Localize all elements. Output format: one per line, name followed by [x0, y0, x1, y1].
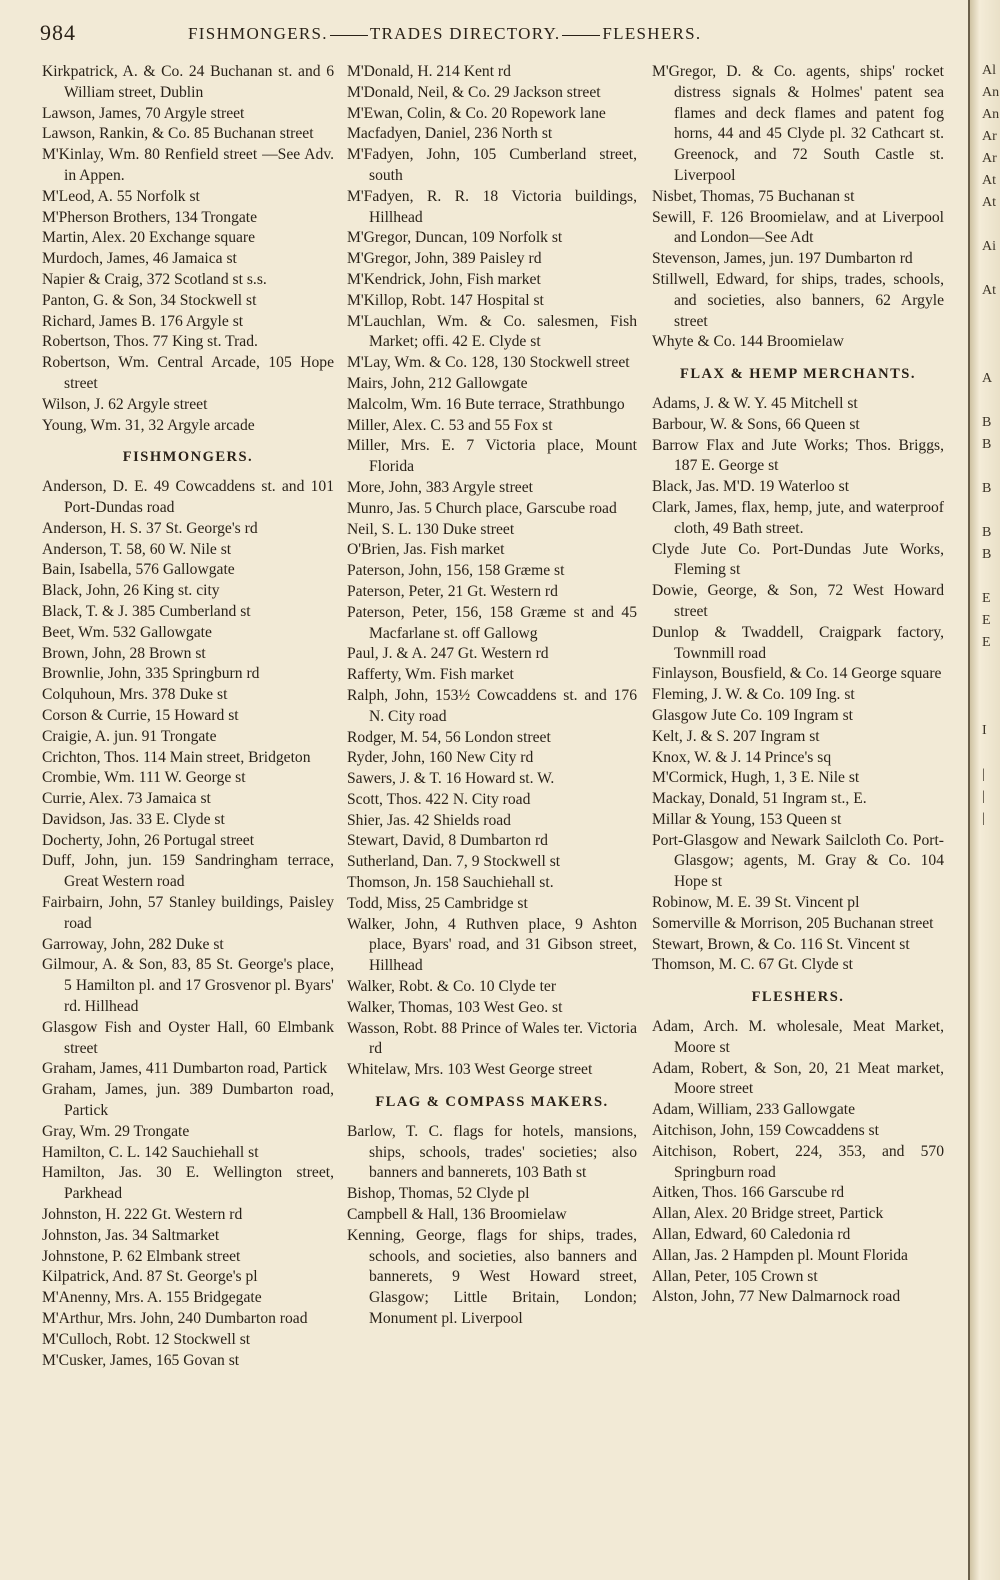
- directory-entry: Scott, Thos. 422 N. City road: [347, 790, 531, 808]
- directory-entry: Paterson, John, 156, 158 Græme st: [347, 562, 565, 580]
- directory-entry: Thomson, Jn. 158 Sauchiehall st.: [347, 874, 554, 892]
- directory-entry: Ralph, John, 153½ Cowcaddens st. and 176 N. City road: [347, 686, 637, 725]
- directory-entry: Kelt, J. & S. 207 Ingram st: [652, 727, 820, 745]
- column-3: [652, 62, 944, 1308]
- directory-entry: Whitelaw, Mrs. 103 West George street: [347, 1061, 593, 1079]
- directory-entry: Crombie, Wm. 111 W. George st: [42, 769, 246, 787]
- directory-entry: Johnston, H. 222 Gt. Western rd: [42, 1206, 243, 1224]
- directory-entry: Stewart, David, 8 Dumbarton rd: [347, 832, 548, 850]
- directory-entry: Panton, G. & Son, 34 Stockwell st: [42, 291, 257, 309]
- directory-entry: Walker, John, 4 Ruthven place, 9 Ashton place, Byars' road, and 31 Gibson street, Hillhead: [347, 915, 637, 975]
- directory-entry: Stewart, Brown, & Co. 116 St. Vincent st: [652, 935, 910, 953]
- directory-entry: Ryder, John, 160 New City rd: [347, 749, 534, 767]
- directory-entry: Johnstone, P. 62 Elmbank street: [42, 1247, 241, 1265]
- directory-entry: Adam, William, 233 Gallowgate: [652, 1101, 856, 1119]
- directory-entry: Anderson, H. S. 37 St. George's rd: [42, 519, 258, 537]
- directory-entry: Brownlie, John, 335 Springburn rd: [42, 665, 260, 683]
- directory-entry: M'Leod, A. 55 Norfolk st: [42, 187, 200, 205]
- directory-entry: Miller, Mrs. E. 7 Victoria place, Mount Florida: [347, 437, 637, 476]
- running-head-left: FISHMONGERS.: [188, 24, 328, 43]
- directory-entry: Gilmour, A. & Son, 83, 85 St. George's place, 5 Hamilton pl. and 17 Grosvenor pl. Byars' rd. Hillhead: [42, 956, 334, 1016]
- directory-entry: M'Gregor, D. & Co. agents, ships' rocket distress signals & Holmes' patent sea flames and deck flames and patent fog horns, 44 and 45 Clyde pl. 32 Cathcart st. Greenock, and 72 South Castle st. Liverpool: [652, 63, 944, 184]
- directory-entry: Bain, Isabella, 576 Gallowgate: [42, 561, 235, 579]
- directory-entry: Lawson, Rankin, & Co. 85 Buchanan street: [42, 125, 314, 143]
- directory-entry: Aitchison, Robert, 224, 353, and 570 Springburn road: [652, 1142, 944, 1181]
- directory-entry: Whyte & Co. 144 Broomielaw: [652, 333, 844, 351]
- directory-entry: Barlow, T. C. flags for hotels, mansions, ships, schools, trades' societies; also banners and bannerets, 103 Bath st: [347, 1122, 637, 1182]
- directory-entry: Allan, Edward, 60 Caledonia rd: [652, 1226, 851, 1244]
- directory-entry: Crichton, Thos. 114 Main street, Bridgeton: [42, 748, 311, 766]
- directory-entry: Aitchison, John, 159 Cowcaddens st: [652, 1122, 879, 1140]
- page-number: 984: [40, 20, 76, 45]
- directory-entry: Somerville & Morrison, 205 Buchanan street: [652, 914, 934, 932]
- directory-entry: Millar & Young, 153 Queen st: [652, 810, 842, 828]
- directory-entry: M'Cusker, James, 165 Govan st: [42, 1351, 240, 1369]
- directory-entry: M'Gregor, John, 389 Paisley rd: [347, 250, 542, 268]
- directory-entry: Finlayson, Bousfield, & Co. 14 George square: [652, 665, 942, 683]
- directory-entry: Corson & Currie, 15 Howard st: [42, 706, 239, 724]
- directory-entry: Craigie, A. jun. 91 Trongate: [42, 727, 217, 745]
- running-head-center: TRADES DIRECTORY.: [369, 24, 561, 43]
- directory-entry: Walker, Robt. & Co. 10 Clyde ter: [347, 978, 557, 996]
- directory-entry: Adam, Arch. M. wholesale, Meat Market, Moore st: [652, 1018, 944, 1056]
- directory-entry: O'Brien, Jas. Fish market: [347, 541, 505, 559]
- directory-entry: Duff, John, jun. 159 Sandringham terrace, Great Western road: [42, 852, 334, 891]
- directory-entry: Rodger, M. 54, 56 London street: [347, 728, 551, 746]
- directory-entry: Kirkpatrick, A. & Co. 24 Buchanan st. and 6 William street, Dublin: [42, 63, 334, 101]
- page-header: [40, 20, 960, 52]
- directory-entry: M'Fadyen, R. R. 18 Victoria buildings, Hillhead: [347, 187, 637, 226]
- directory-entry: Clyde Jute Co. Port-Dundas Jute Works, Fleming st: [652, 540, 944, 579]
- directory-entry: Anderson, T. 58, 60 W. Nile st: [42, 540, 232, 558]
- directory-entry: Docherty, John, 26 Portugal street: [42, 831, 255, 849]
- section-heading: FLESHERS.: [751, 989, 845, 1006]
- directory-entry: Black, John, 26 King st. city: [42, 582, 220, 600]
- directory-entry: Graham, James, 411 Dumbarton road, Partick: [42, 1060, 328, 1078]
- directory-entry: Sawers, J. & T. 16 Howard st. W.: [347, 770, 555, 788]
- header-rule-left: [330, 35, 368, 36]
- header-rule-right: [562, 35, 600, 36]
- directory-entry: Wilson, J. 62 Argyle street: [42, 395, 208, 413]
- directory-entry: Murdoch, James, 46 Jamaica st: [42, 250, 237, 268]
- directory-entry: Sewill, F. 126 Broomielaw, and at Liverpool and London—See Adt: [652, 208, 944, 247]
- directory-entry: M'Lauchlan, Wm. & Co. salesmen, Fish Market; offi. 42 E. Clyde st: [347, 312, 637, 351]
- directory-entry: More, John, 383 Argyle street: [347, 478, 533, 496]
- directory-entry: Munro, Jas. 5 Church place, Garscube road: [347, 499, 617, 517]
- directory-entry: Miller, Alex. C. 53 and 55 Fox st: [347, 416, 553, 434]
- directory-entry: M'Arthur, Mrs. John, 240 Dumbarton road: [42, 1310, 308, 1328]
- directory-entry: Alston, John, 77 New Dalmarnock road: [652, 1288, 901, 1306]
- directory-entry: Shier, Jas. 42 Shields road: [347, 811, 511, 829]
- directory-entry: Brown, John, 28 Brown st: [42, 644, 206, 662]
- section-heading: FLAG & COMPASS MAKERS.: [375, 1094, 609, 1111]
- directory-entry: M'Ewan, Colin, & Co. 20 Ropework lane: [347, 104, 606, 122]
- directory-entry: Mackay, Donald, 51 Ingram st., E.: [652, 790, 867, 808]
- directory-entry: Adam, Robert, & Son, 20, 21 Meat market, Moore street: [652, 1059, 944, 1098]
- directory-entry: Richard, James B. 176 Argyle st: [42, 312, 244, 330]
- directory-entry: M'Anenny, Mrs. A. 155 Bridgegate: [42, 1289, 262, 1307]
- directory-entry: Hamilton, Jas. 30 E. Wellington street, Parkhead: [42, 1164, 334, 1203]
- directory-entry: Kenning, George, flags for ships, trades, schools, and societies, also banners and bannerets, 9 West Howard street, Glasgow; Little Britain, London; Monument pl. Liverpool: [347, 1226, 637, 1328]
- directory-entry: Robertson, Wm. Central Arcade, 105 Hope street: [42, 354, 334, 392]
- directory-entry: Clark, James, flax, hemp, jute, and waterproof cloth, 49 Bath street.: [652, 498, 944, 537]
- directory-entry: Campbell & Hall, 136 Broomielaw: [347, 1206, 567, 1224]
- directory-entry: Martin, Alex. 20 Exchange square: [42, 229, 256, 247]
- directory-entry: Thomson, M. C. 67 Gt. Clyde st: [652, 956, 853, 974]
- directory-entry: Port-Glasgow and Newark Sailcloth Co. Port-Glasgow; agents, M. Gray & Co. 104 Hope st: [652, 831, 944, 891]
- directory-entry: Young, Wm. 31, 32 Argyle arcade: [42, 416, 255, 434]
- directory-entry: M'Gregor, Duncan, 109 Norfolk st: [347, 229, 563, 247]
- directory-entry: Napier & Craig, 372 Scotland st s.s.: [42, 270, 267, 288]
- directory-entry: M'Fadyen, John, 105 Cumberland street, south: [347, 146, 637, 184]
- directory-entry: Kilpatrick, And. 87 St. George's pl: [42, 1268, 258, 1286]
- directory-entry: Dowie, George, & Son, 72 West Howard street: [652, 582, 944, 620]
- directory-entry: Knox, W. & J. 14 Prince's sq: [652, 748, 832, 766]
- directory-entry: M'Cormick, Hugh, 1, 3 E. Nile st: [652, 769, 860, 787]
- directory-entry: Barbour, W. & Sons, 66 Queen st: [652, 415, 860, 433]
- directory-entry: Rafferty, Wm. Fish market: [347, 666, 514, 684]
- directory-entry: Aitken, Thos. 166 Garscube rd: [652, 1184, 844, 1202]
- directory-entry: Black, T. & J. 385 Cumberland st: [42, 602, 251, 620]
- directory-entry: Fairbairn, John, 57 Stanley buildings, Paisley road: [42, 894, 334, 932]
- directory-entry: Stevenson, James, jun. 197 Dumbarton rd: [652, 250, 913, 268]
- directory-entry: Colquhoun, Mrs. 378 Duke st: [42, 686, 228, 704]
- directory-entry: Davidson, Jas. 33 E. Clyde st: [42, 810, 225, 828]
- directory-entry: Walker, Thomas, 103 West Geo. st: [347, 998, 563, 1016]
- directory-entry: Hamilton, C. L. 142 Sauchiehall st: [42, 1143, 259, 1161]
- directory-entry: Adams, J. & W. Y. 45 Mitchell st: [652, 394, 858, 412]
- directory-entry: Robinow, M. E. 39 St. Vincent pl: [652, 894, 860, 912]
- directory-entry: Nisbet, Thomas, 75 Buchanan st: [652, 187, 855, 205]
- running-head: [188, 24, 701, 44]
- directory-entry: Wasson, Robt. 88 Prince of Wales ter. Victoria rd: [347, 1019, 637, 1058]
- directory-entry: Neil, S. L. 130 Duke street: [347, 520, 515, 538]
- directory-entry: Allan, Peter, 105 Crown st: [652, 1267, 818, 1285]
- directory-entry: Allan, Alex. 20 Bridge street, Partick: [652, 1205, 884, 1223]
- directory-entry: Dunlop & Twaddell, Craigpark factory, Townmill road: [652, 623, 944, 662]
- directory-entry: M'Kinlay, Wm. 80 Renfield street —See Adv. in Appen.: [42, 146, 334, 184]
- directory-entry: Glasgow Fish and Oyster Hall, 60 Elmbank street: [42, 1018, 334, 1057]
- directory-entry: M'Donald, H. 214 Kent rd: [347, 63, 511, 80]
- directory-entry: Barrow Flax and Jute Works; Thos. Briggs, 187 E. George st: [652, 436, 944, 475]
- directory-entry: Malcolm, Wm. 16 Bute terrace, Strathbungo: [347, 395, 625, 413]
- directory-entry: Bishop, Thomas, 52 Clyde pl: [347, 1185, 530, 1203]
- directory-entry: Stillwell, Edward, for ships, trades, schools, and societies, also banners, 62 Argyle street: [652, 270, 944, 330]
- directory-entry: Anderson, D. E. 49 Cowcaddens st. and 101 Port-Dundas road: [42, 478, 334, 516]
- directory-entry: Gray, Wm. 29 Trongate: [42, 1122, 190, 1140]
- directory-entry: Beet, Wm. 532 Gallowgate: [42, 623, 212, 641]
- directory-entry: Currie, Alex. 73 Jamaica st: [42, 790, 211, 808]
- directory-entry: Allan, Jas. 2 Hampden pl. Mount Florida: [652, 1246, 908, 1264]
- directory-entry: Sutherland, Dan. 7, 9 Stockwell st: [347, 853, 561, 871]
- directory-entry: M'Donald, Neil, & Co. 29 Jackson street: [347, 83, 601, 101]
- directory-entry: Lawson, James, 70 Argyle street: [42, 104, 245, 122]
- section-heading: FLAX & HEMP MERCHANTS.: [680, 366, 916, 383]
- facing-page-letters: Al An An Ar Ar At At Ai At A B B B B B E E E I | | |: [982, 63, 1000, 826]
- column-1: [42, 62, 334, 1371]
- directory-entry: Todd, Miss, 25 Cambridge st: [347, 894, 528, 912]
- directory-entry: Fleming, J. W. & Co. 109 Ing. st: [652, 686, 855, 704]
- directory-entry: Black, Jas. M'D. 19 Waterloo st: [652, 478, 850, 496]
- directory-entry: Paterson, Peter, 156, 158 Græme st and 45 Macfarlane st. off Gallowg: [347, 603, 637, 642]
- directory-entry: Paul, J. & A. 247 Gt. Western rd: [347, 645, 549, 663]
- directory-entry: M'Kendrick, John, Fish market: [347, 270, 541, 288]
- directory-entry: Johnston, Jas. 34 Saltmarket: [42, 1226, 220, 1244]
- directory-entry: Robertson, Thos. 77 King st. Trad.: [42, 333, 258, 351]
- section-heading: FISHMONGERS.: [122, 449, 254, 466]
- directory-entry: Graham, James, jun. 389 Dumbarton road, Partick: [42, 1081, 334, 1120]
- running-head-right: FLESHERS.: [602, 24, 702, 43]
- directory-entry: Paterson, Peter, 21 Gt. Western rd: [347, 582, 558, 600]
- directory-entry: Mairs, John, 212 Gallowgate: [347, 374, 528, 392]
- directory-entry: Macfadyen, Daniel, 236 North st: [347, 125, 553, 143]
- facing-page-edge: [968, 0, 1000, 1580]
- directory-entry: M'Culloch, Robt. 12 Stockwell st: [42, 1330, 251, 1348]
- column-2: [347, 62, 637, 1330]
- directory-entry: M'Killop, Robt. 147 Hospital st: [347, 291, 544, 309]
- directory-entry: M'Pherson Brothers, 134 Trongate: [42, 208, 258, 226]
- directory-entry: Garroway, John, 282 Duke st: [42, 935, 224, 953]
- directory-entry: Glasgow Jute Co. 109 Ingram st: [652, 706, 853, 724]
- directory-entry: M'Lay, Wm. & Co. 128, 130 Stockwell street: [347, 354, 630, 372]
